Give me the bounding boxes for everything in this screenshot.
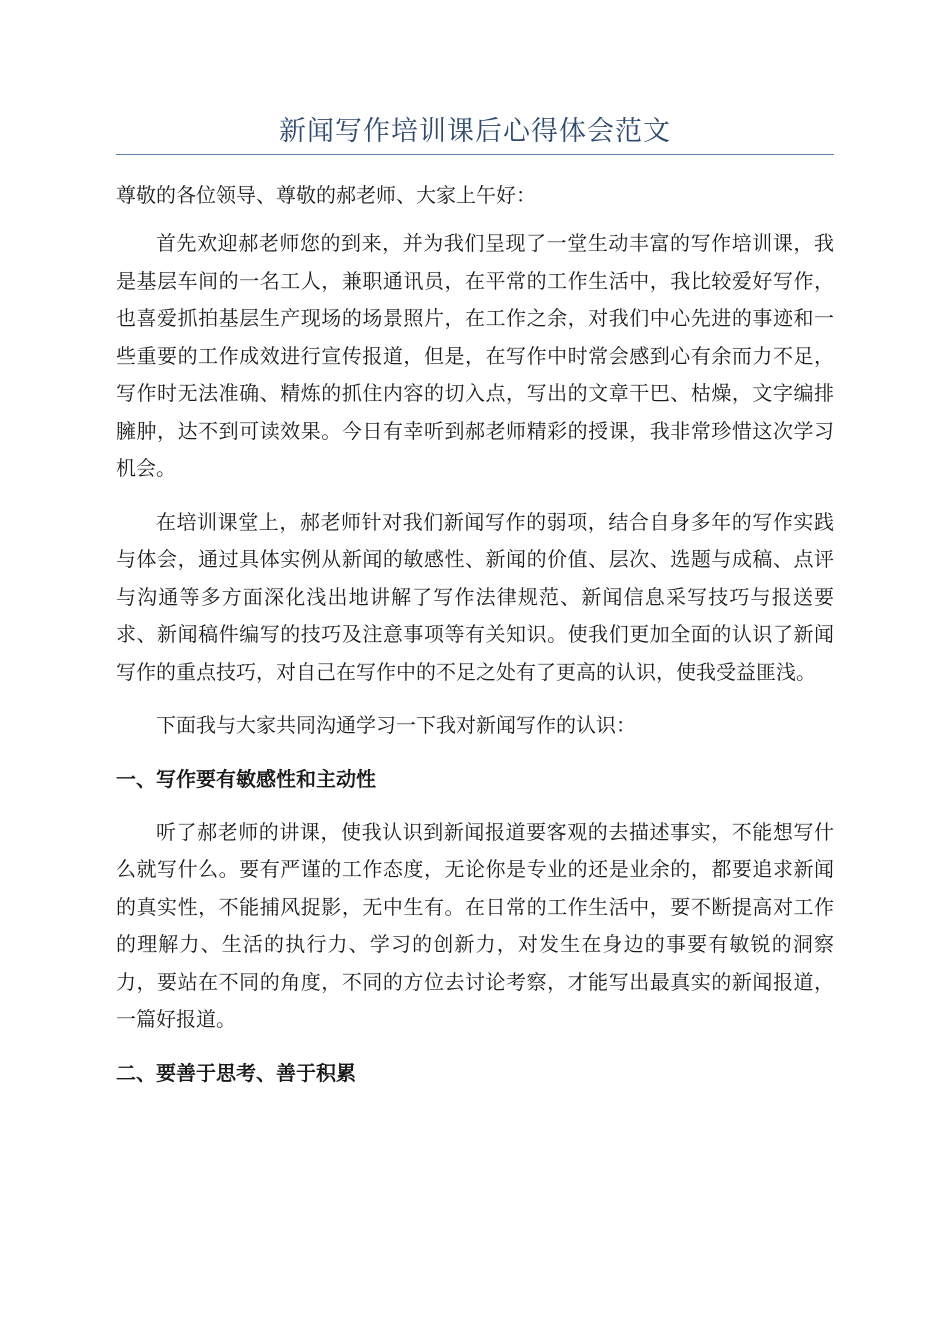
section-heading-1: 一、写作要有敏感性和主动性 xyxy=(116,766,376,791)
paragraph-intro: 首先欢迎郝老师您的到来，并为我们呈现了一堂生动丰富的写作培训课，我是基层车间的一名工人，兼职通讯员，在平常的工作生活中，我比较爱好写作，也喜爱抓拍基层生产现场的场景照片，在工作之余，对我们中心先进的事迹和一些重要的工作成效进行宣传报道，但是，在写作中时常会感到心有余而力不足，写作时无法准确、精炼的抓住内容的切入点，写出的文章干巴、枯燥，文字编排臃肿，达不到可读效果。今日有幸听到郝老师精彩的授课，我非常珍惜这次学习机会。 xyxy=(116,231,834,480)
paragraph-training: 在培训课堂上，郝老师针对我们新闻写作的弱项，结合自身多年的写作实践与体会，通过具体实例从新闻的敏感性、新闻的价值、层次、选题与成稿、点评与沟通等多方面深化浅出地讲解了写作法律规范、新闻信息采写技巧与报送要求、新闻稿件编写的技巧及注意事项等有关知识。使我们更加全面的认识了新闻写作的重点技巧，对自己在写作中的不足之处有了更高的认识，使我受益匪浅。 xyxy=(116,509,834,684)
section-heading-2: 二、要善于思考、善于积累 xyxy=(116,1060,356,1085)
title-underline xyxy=(116,154,834,155)
section-paragraph-1: 听了郝老师的讲课，使我认识到新闻报道要客观的去描述事实，不能想写什么就写什么。要有严谨的工作态度，无论你是专业的还是业余的，都要追求新闻的真实性，不能捕风捉影，无中生有。在日常的工作生活中，要不断提高对工作的理解力、生活的执行力、学习的创新力，对发生在身边的事要有敏锐的洞察力，要站在不同的角度，不同的方位去讨论考察，才能写出最真实的新闻报道，一篇好报道。 xyxy=(116,819,834,1031)
paragraph-transition: 下面我与大家共同沟通学习一下我对新闻写作的认识： xyxy=(156,713,636,737)
document-body xyxy=(116,176,834,1108)
salutation: 尊敬的各位领导、尊敬的郝老师、大家上午好： xyxy=(116,183,536,207)
document-title: 新闻写作培训课后心得体会范文 xyxy=(279,116,671,147)
